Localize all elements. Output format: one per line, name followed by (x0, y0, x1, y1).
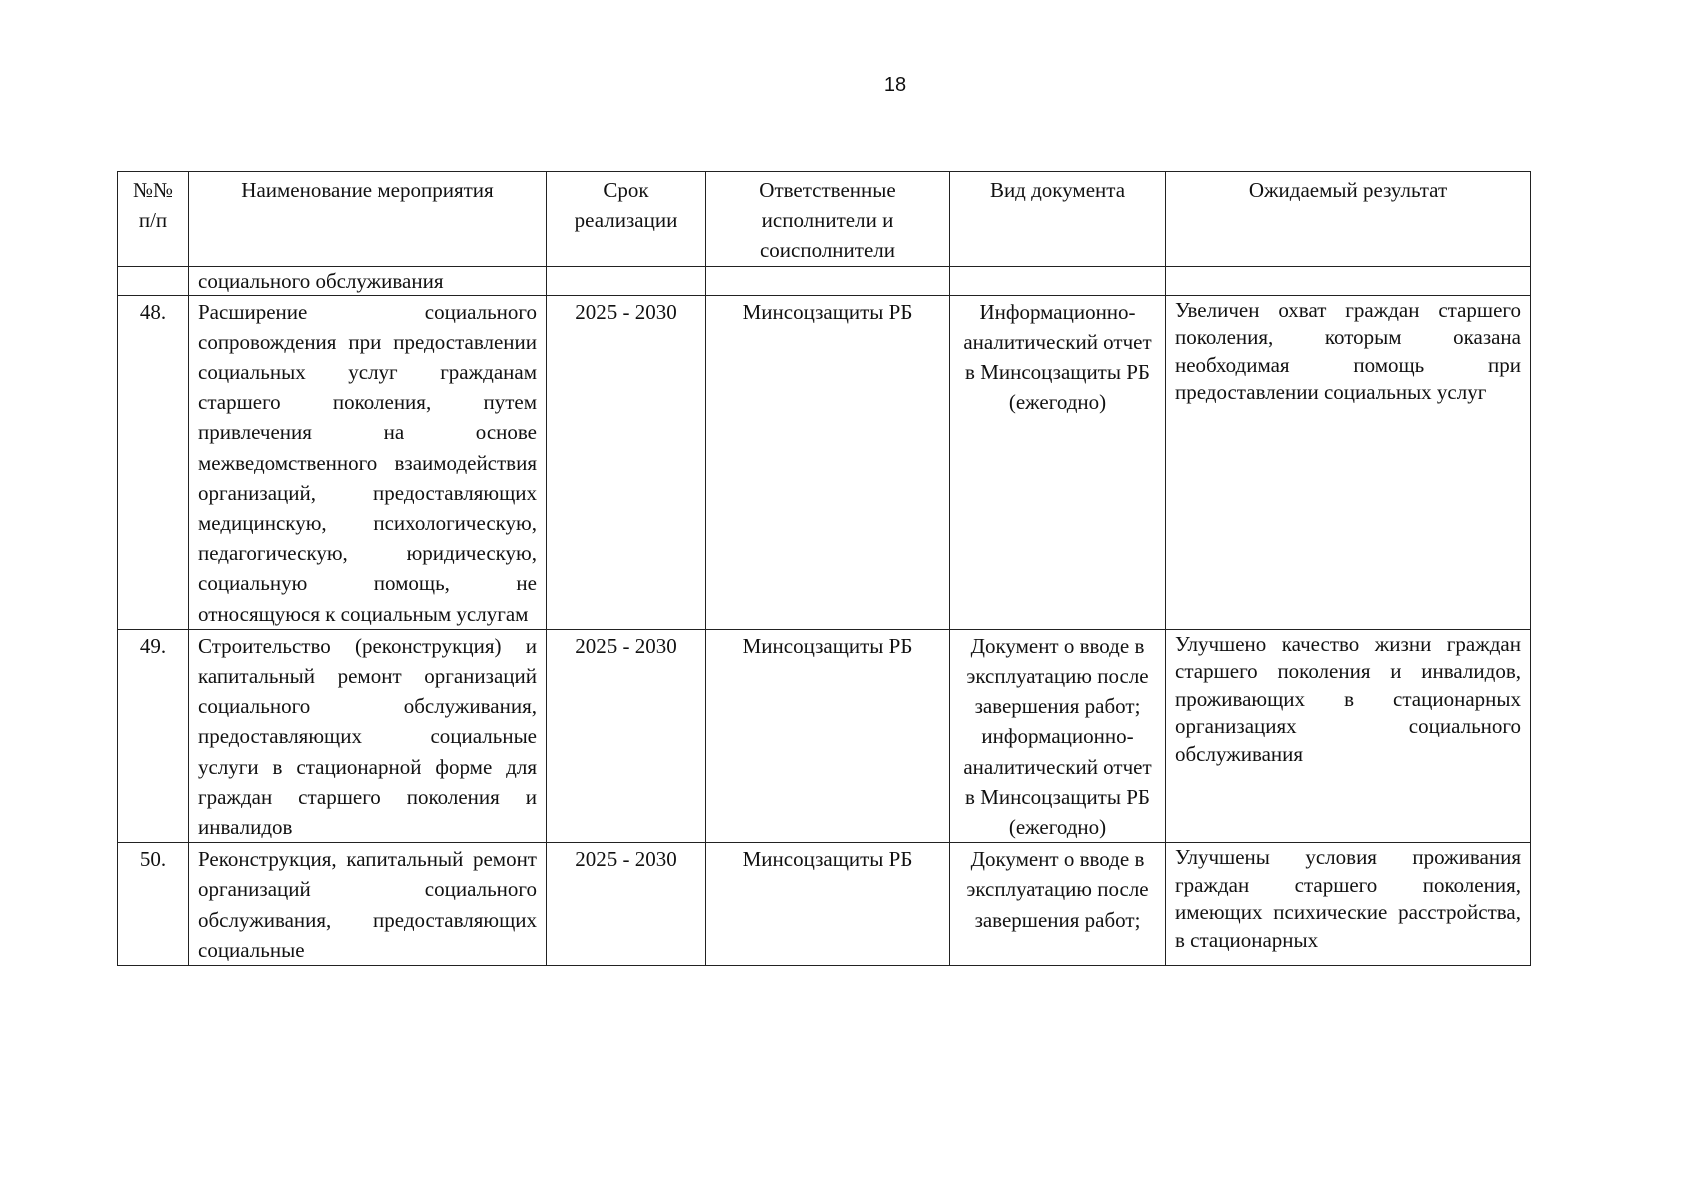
table-row (118, 629, 1531, 842)
row-doc-type: Документ о вводе в эксплуатацию после завершения работ; информационно-аналитический отчет в Минсоцзащиты РБ (ежегодно) (950, 629, 1166, 842)
row-responsible: Минсоцзащиты РБ (706, 843, 950, 966)
page-number: 18 (883, 74, 907, 96)
header-num: №№ п/п (118, 172, 189, 267)
row-number: 48. (118, 295, 189, 629)
row-number: 49. (118, 629, 189, 842)
row-doc-type: Информационно-аналитический отчет в Минсоцзащиты РБ (ежегодно) (950, 295, 1166, 629)
row-name: Реконструкция, капитальный ремонт организаций социального обслуживания, предоставляющих социальные (189, 843, 547, 966)
row-name: Расширение социального сопровождения при предоставлении социальных услуг гражданам старшего поколения, путем привлечения на основе межведомственного взаимодействия организаций, предоставляющих медицинскую, психологическую, педагогическую, юридическую, социальную помощь, не относящуюся к социальным услугам (189, 295, 547, 629)
row-term: 2025 - 2030 (547, 843, 706, 966)
row-name: Строительство (реконструкция) и капитальный ремонт организаций социального обслуживания, предоставляющих социальные услуги в стационарной форме для граждан старшего поколения и инвалидов (189, 629, 547, 842)
header-doc-type: Вид документа (950, 172, 1166, 267)
row-doc-type: Документ о вводе в эксплуатацию после завершения работ; (950, 843, 1166, 966)
row-responsible: Минсоцзащиты РБ (706, 295, 950, 629)
table-row (118, 295, 1531, 629)
header-term: Срок реализации (547, 172, 706, 267)
row-result: Улучшено качество жизни граждан старшего поколения и инвалидов, проживающих в стационарных организациях социального обслуживания (1166, 629, 1531, 842)
header-result: Ожидаемый результат (1166, 172, 1531, 267)
row-term: 2025 - 2030 (547, 629, 706, 842)
continuation-name: социального обслуживания (189, 266, 547, 295)
row-responsible: Минсоцзащиты РБ (706, 629, 950, 842)
header-responsible: Ответственные исполнители и соисполнители (706, 172, 950, 267)
row-result: Улучшены условия проживания граждан старшего поколения, имеющих психические расстройства, в стационарных (1166, 843, 1531, 966)
header-name: Наименование мероприятия (189, 172, 547, 267)
row-term: 2025 - 2030 (547, 295, 706, 629)
row-result: Увеличен охват граждан старшего поколения, которым оказана необходимая помощь при предоставлении социальных услуг (1166, 295, 1531, 629)
table-row (118, 843, 1531, 966)
table-header-row (118, 172, 1531, 267)
events-table (117, 171, 1531, 966)
continuation-row (118, 266, 1531, 295)
row-number: 50. (118, 843, 189, 966)
